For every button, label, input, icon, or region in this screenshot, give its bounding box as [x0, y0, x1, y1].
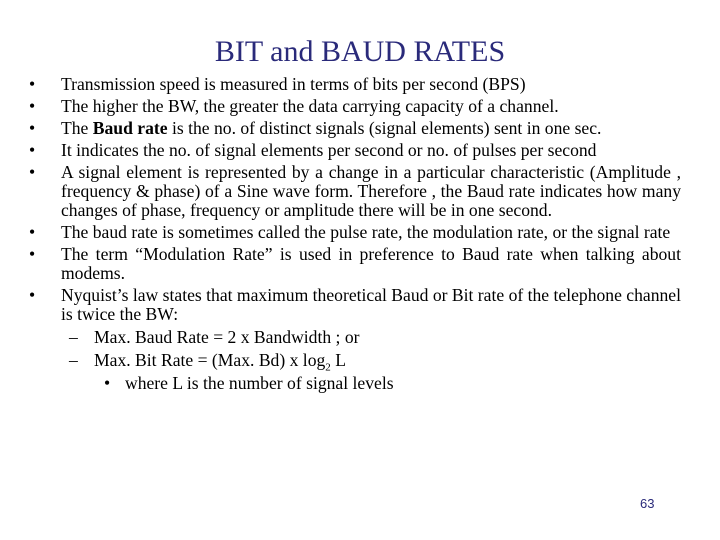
bullet-text: The higher the BW, the greater the data carrying capacity of a channel.: [61, 96, 559, 116]
sub-bullet-text: Max. Bit Rate = (Max. Bd) x log: [94, 350, 326, 370]
bullet-text: The term “Modulation Rate” is used in preference to Baud rate when talking about modems.: [61, 244, 681, 283]
bullet-item: [24, 223, 681, 242]
bullet-icon: •: [104, 373, 111, 393]
bullet-item: [24, 119, 681, 138]
sub-bullet-text-end: L: [330, 350, 346, 370]
bullet-text-start: The: [61, 118, 93, 138]
sub-sub-bullet-item: [24, 374, 681, 393]
bullet-text: The baud rate is sometimes called the pulse rate, the modulation rate, or the signal rate: [61, 222, 671, 242]
bullet-item: [24, 97, 681, 116]
bullet-icon: •: [29, 244, 36, 264]
bullet-item: [24, 163, 681, 220]
bullet-icon: •: [29, 140, 36, 160]
sub-bullet-text: Max. Baud Rate = 2 x Bandwidth ; or: [94, 327, 360, 347]
bullet-icon: •: [29, 222, 36, 242]
bullet-text: Nyquist’s law states that maximum theoretical Baud or Bit rate of the telephone channel is twice the BW:: [61, 285, 682, 324]
sub-bullet-item: [24, 350, 681, 374]
bullet-list: [24, 75, 681, 393]
dash-icon: –: [69, 350, 78, 370]
bullet-icon: •: [29, 285, 36, 305]
bullet-text-bold: Baud rate: [92, 118, 168, 138]
bullet-text: A signal element is represented by a change in a particular characteristic (Amplitude , frequency & phase) of a Sine wave form. Therefore , the Baud rate indicates how many changes of phase, frequency or amplitude there will be in one second.: [61, 162, 681, 220]
bullet-icon: •: [29, 118, 36, 138]
bullet-item: [24, 75, 681, 94]
bullet-icon: •: [29, 74, 36, 94]
sub-sub-bullet-text: where L is the number of signal levels: [125, 373, 394, 393]
bullet-icon: •: [29, 96, 36, 116]
bullet-item: [24, 286, 681, 324]
bullet-item: [24, 245, 681, 283]
sub-bullet-item: [24, 328, 681, 347]
page-number: 63: [640, 496, 655, 511]
bullet-text: It indicates the no. of signal elements per second or no. of pulses per second: [61, 140, 597, 160]
bullet-icon: •: [29, 162, 36, 182]
bullet-item: [24, 141, 681, 160]
subscript: 2: [325, 361, 331, 374]
bullet-text-end: is the no. of distinct signals (signal elements) sent in one sec.: [167, 118, 602, 138]
bullet-text: Transmission speed is measured in terms of bits per second (BPS): [61, 74, 526, 94]
slide-title: BIT and BAUD RATES: [214, 35, 506, 68]
dash-icon: –: [69, 327, 78, 347]
